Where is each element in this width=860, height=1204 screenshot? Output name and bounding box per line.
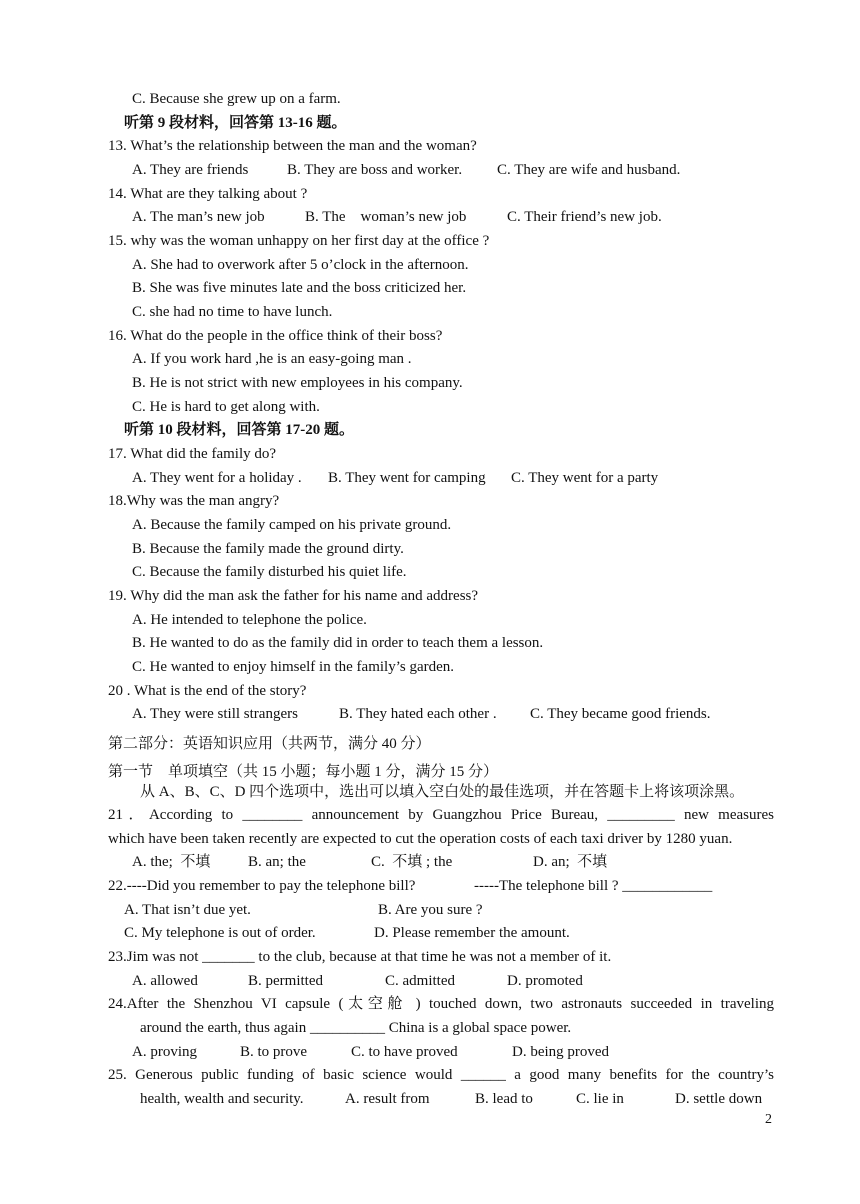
question-24: 24.After the Shenzhou VI capsule (太空舱 ) touched down, two astronauts succeeded in traveling — [108, 996, 774, 1012]
question-21-cont: which have been taken recently are expected to cut the operation costs of each taxi driver by 1280 yuan. — [108, 831, 733, 847]
option-15c: C. she had no time to have lunch. — [132, 304, 333, 320]
option-17c: C. They went for a party — [511, 470, 659, 486]
section-one-heading: 第一节 单项填空（共 15 小题；每小题 1 分，满分 15 分） — [108, 764, 499, 780]
option-15a: A. She had to overwork after 5 o’clock in the afternoon. — [132, 257, 469, 273]
option-16b: B. He is not strict with new employees in his company. — [132, 375, 463, 391]
option-13c: C. They are wife and husband. — [497, 162, 681, 178]
option-14c: C. Their friend’s new job. — [507, 209, 662, 225]
option-17b: B. They went for camping — [328, 470, 486, 486]
option-16c: C. He is hard to get along with. — [132, 399, 320, 415]
option-20c: C. They became good friends. — [530, 706, 711, 722]
option-18c: C. Because the family disturbed his quiet life. — [132, 564, 407, 580]
option-23b: B. permitted — [248, 973, 323, 989]
option-17a: A. They went for a holiday . — [132, 470, 302, 486]
option-18a: A. Because the family camped on his private ground. — [132, 517, 452, 533]
option-23c: C. admitted — [385, 973, 455, 989]
question-22-reply: -----The telephone bill ? ____________ — [474, 878, 713, 894]
option-25d: D. settle down — [675, 1091, 763, 1107]
question-15: 15. why was the woman unhappy on her first day at the office ? — [108, 233, 490, 249]
option-22a: A. That isn’t due yet. — [124, 902, 251, 918]
question-21: 21．According to ________ announcement by Guangzhou Price Bureau, _________ new measures — [108, 807, 774, 823]
option-25c: C. lie in — [576, 1091, 624, 1107]
question-17: 17. What did the family do? — [108, 446, 277, 462]
option-19b: B. He wanted to do as the family did in order to teach them a lesson. — [132, 635, 544, 651]
option-22d: D. Please remember the amount. — [374, 925, 570, 941]
question-13: 13. What’s the relationship between the man and the woman? — [108, 138, 477, 154]
option-21a: A. the; 不填 — [132, 854, 211, 870]
option-25b: B. lead to — [475, 1091, 533, 1107]
option-21d: D. an; 不填 — [533, 854, 608, 870]
option-23a: A. allowed — [132, 973, 198, 989]
question-22: 22.----Did you remember to pay the telephone bill? — [108, 878, 416, 894]
part-two-heading: 第二部分：英语知识应用（共两节，满分 40 分） — [108, 736, 431, 752]
option-24b: B. to prove — [240, 1044, 308, 1060]
question-18: 18.Why was the man angry? — [108, 493, 280, 509]
question-16: 16. What do the people in the office think of their boss? — [108, 328, 443, 344]
option-22c: C. My telephone is out of order. — [124, 925, 316, 941]
option-13b: B. They are boss and worker. — [287, 162, 463, 178]
question-19: 19. Why did the man ask the father for his name and address? — [108, 588, 479, 604]
option-22b: B. Are you sure ? — [378, 902, 483, 918]
option-19a: A. He intended to telephone the police. — [132, 612, 367, 628]
question-24-cont: around the earth, thus again __________ China is a global space power. — [140, 1020, 572, 1036]
question-25-cont: health, wealth and security. — [140, 1091, 304, 1107]
option-24c: C. to have proved — [351, 1044, 458, 1060]
option-21b: B. an; the — [248, 854, 306, 870]
option-12c: C. Because she grew up on a farm. — [132, 91, 341, 107]
option-24d: D. being proved — [512, 1044, 610, 1060]
section-heading-10: 听第 10 段材料，回答第 17-20 题。 — [124, 422, 354, 438]
option-25a: A. result from — [345, 1091, 430, 1107]
page-number: 2 — [765, 1112, 772, 1127]
option-23d: D. promoted — [507, 973, 583, 989]
option-13a: A. They are friends — [132, 162, 249, 178]
question-14: 14. What are they talking about ? — [108, 186, 308, 202]
option-20b: B. They hated each other . — [339, 706, 497, 722]
question-25: 25. Generous public funding of basic science would ______ a good many benefits for the country’s — [108, 1067, 774, 1083]
instructions: 从 A、B、C、D 四个选项中，选出可以填入空白处的最佳选项，并在答题卡上将该项涂黑。 — [140, 784, 745, 800]
option-24a: A. proving — [132, 1044, 197, 1060]
option-16a: A. If you work hard ,he is an easy-going man . — [132, 351, 412, 367]
option-20a: A. They were still strangers — [132, 706, 298, 722]
option-21c: C. 不填 ; the — [371, 854, 453, 870]
option-14b: B. The woman’s new job — [305, 209, 467, 225]
option-14a: A. The man’s new job — [132, 209, 265, 225]
option-18b: B. Because the family made the ground dirty. — [132, 541, 404, 557]
option-19c: C. He wanted to enjoy himself in the family’s garden. — [132, 659, 455, 675]
question-20: 20 . What is the end of the story? — [108, 683, 307, 699]
option-15b: B. She was five minutes late and the boss criticized her. — [132, 280, 467, 296]
section-heading-9: 听第 9 段材料，回答第 13-16 题。 — [124, 115, 347, 131]
question-23: 23.Jim was not _______ to the club, because at that time he was not a member of it. — [108, 949, 612, 965]
